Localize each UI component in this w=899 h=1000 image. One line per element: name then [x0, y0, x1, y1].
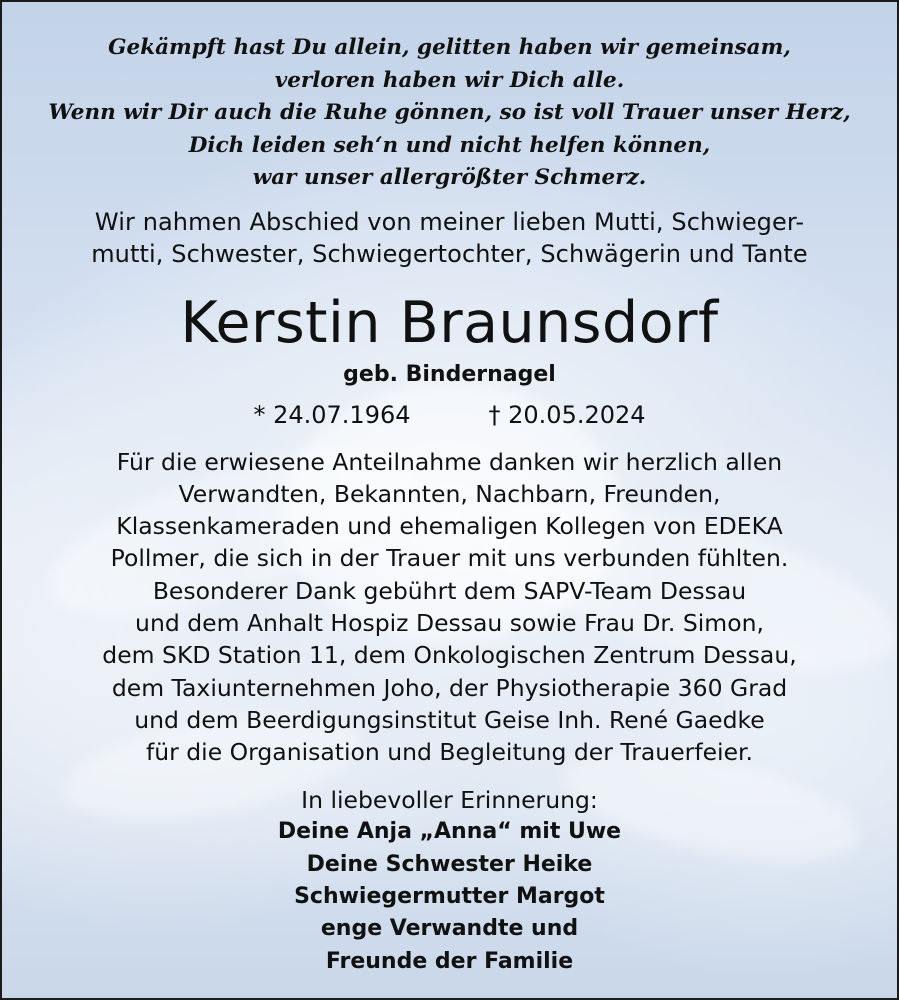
deceased-name: Kerstin Braunsdorf: [180, 289, 719, 356]
intro-line: mutti, Schwester, Schwiegertochter, Schwägerin und Tante: [91, 239, 808, 268]
thanks-line: und dem Beerdigungsinstitut Geise Inh. René Gaedke: [134, 705, 765, 734]
poem-line: verloren haben wir Dich alle.: [274, 67, 625, 93]
thanks-line: Pollmer, die sich in der Trauer mit uns verbunden fühlten.: [110, 544, 789, 573]
family-line: Freunde der Familie: [325, 948, 574, 974]
notice-content: [2, 2, 897, 978]
birth-date: * 24.07.1964: [253, 400, 411, 429]
poem-line: Wenn wir Dir auch die Ruhe gönnen, so ist voll Trauer unser Herz,: [48, 100, 851, 125]
thanks-line: Verwandten, Bekannten, Nachbarn, Freunden,: [178, 479, 721, 508]
thanks-line: für die Organisation und Begleitung der Trauerfeier.: [145, 738, 754, 767]
thanks-line: und dem Anhalt Hospiz Dessau sowie Frau Dr. Simon,: [135, 608, 764, 637]
poem: [2, 32, 897, 195]
intro-text: [2, 206, 897, 270]
family-line: Deine Schwester Heike: [306, 851, 593, 877]
thanks-line: dem SKD Station 11, dem Onkologischen Zentrum Dessau,: [102, 641, 797, 670]
family-line: enge Verwandte und: [320, 916, 579, 942]
thanks-text: [2, 446, 897, 769]
thanks-line: Für die erwiesene Anteilnahme danken wir herzlich allen: [116, 447, 783, 476]
thanks-line: dem Taxiunternehmen Joho, der Physiotherapie 360 Grad: [111, 673, 788, 702]
family-line: Schwiegermutter Margot: [294, 884, 605, 910]
poem-line: war unser allergrößter Schmerz.: [252, 165, 647, 190]
thanks-line: Klassenkameraden und ehemaligen Kollegen von EDEKA: [116, 512, 783, 541]
birth-name: geb. Bindernagel: [343, 361, 556, 387]
family-line: Deine Anja „Anna“ mit Uwe: [277, 819, 622, 845]
poem-line: Dich leiden seh‘n und nicht helfen können,: [188, 132, 711, 158]
intro-line: Wir nahmen Abschied von meiner lieben Mutti, Schwieger-: [94, 207, 805, 236]
thanks-line: Besonderer Dank gebührt dem SAPV-Team Dessau: [152, 576, 747, 605]
poem-line: Gekämpft hast Du allein, gelitten haben wir gemeinsam,: [108, 35, 791, 60]
life-dates: [2, 398, 897, 432]
death-date: † 20.05.2024: [488, 400, 646, 429]
closing-line: In liebevoller Erinnerung:: [301, 786, 598, 815]
family-signatures: [2, 816, 897, 977]
